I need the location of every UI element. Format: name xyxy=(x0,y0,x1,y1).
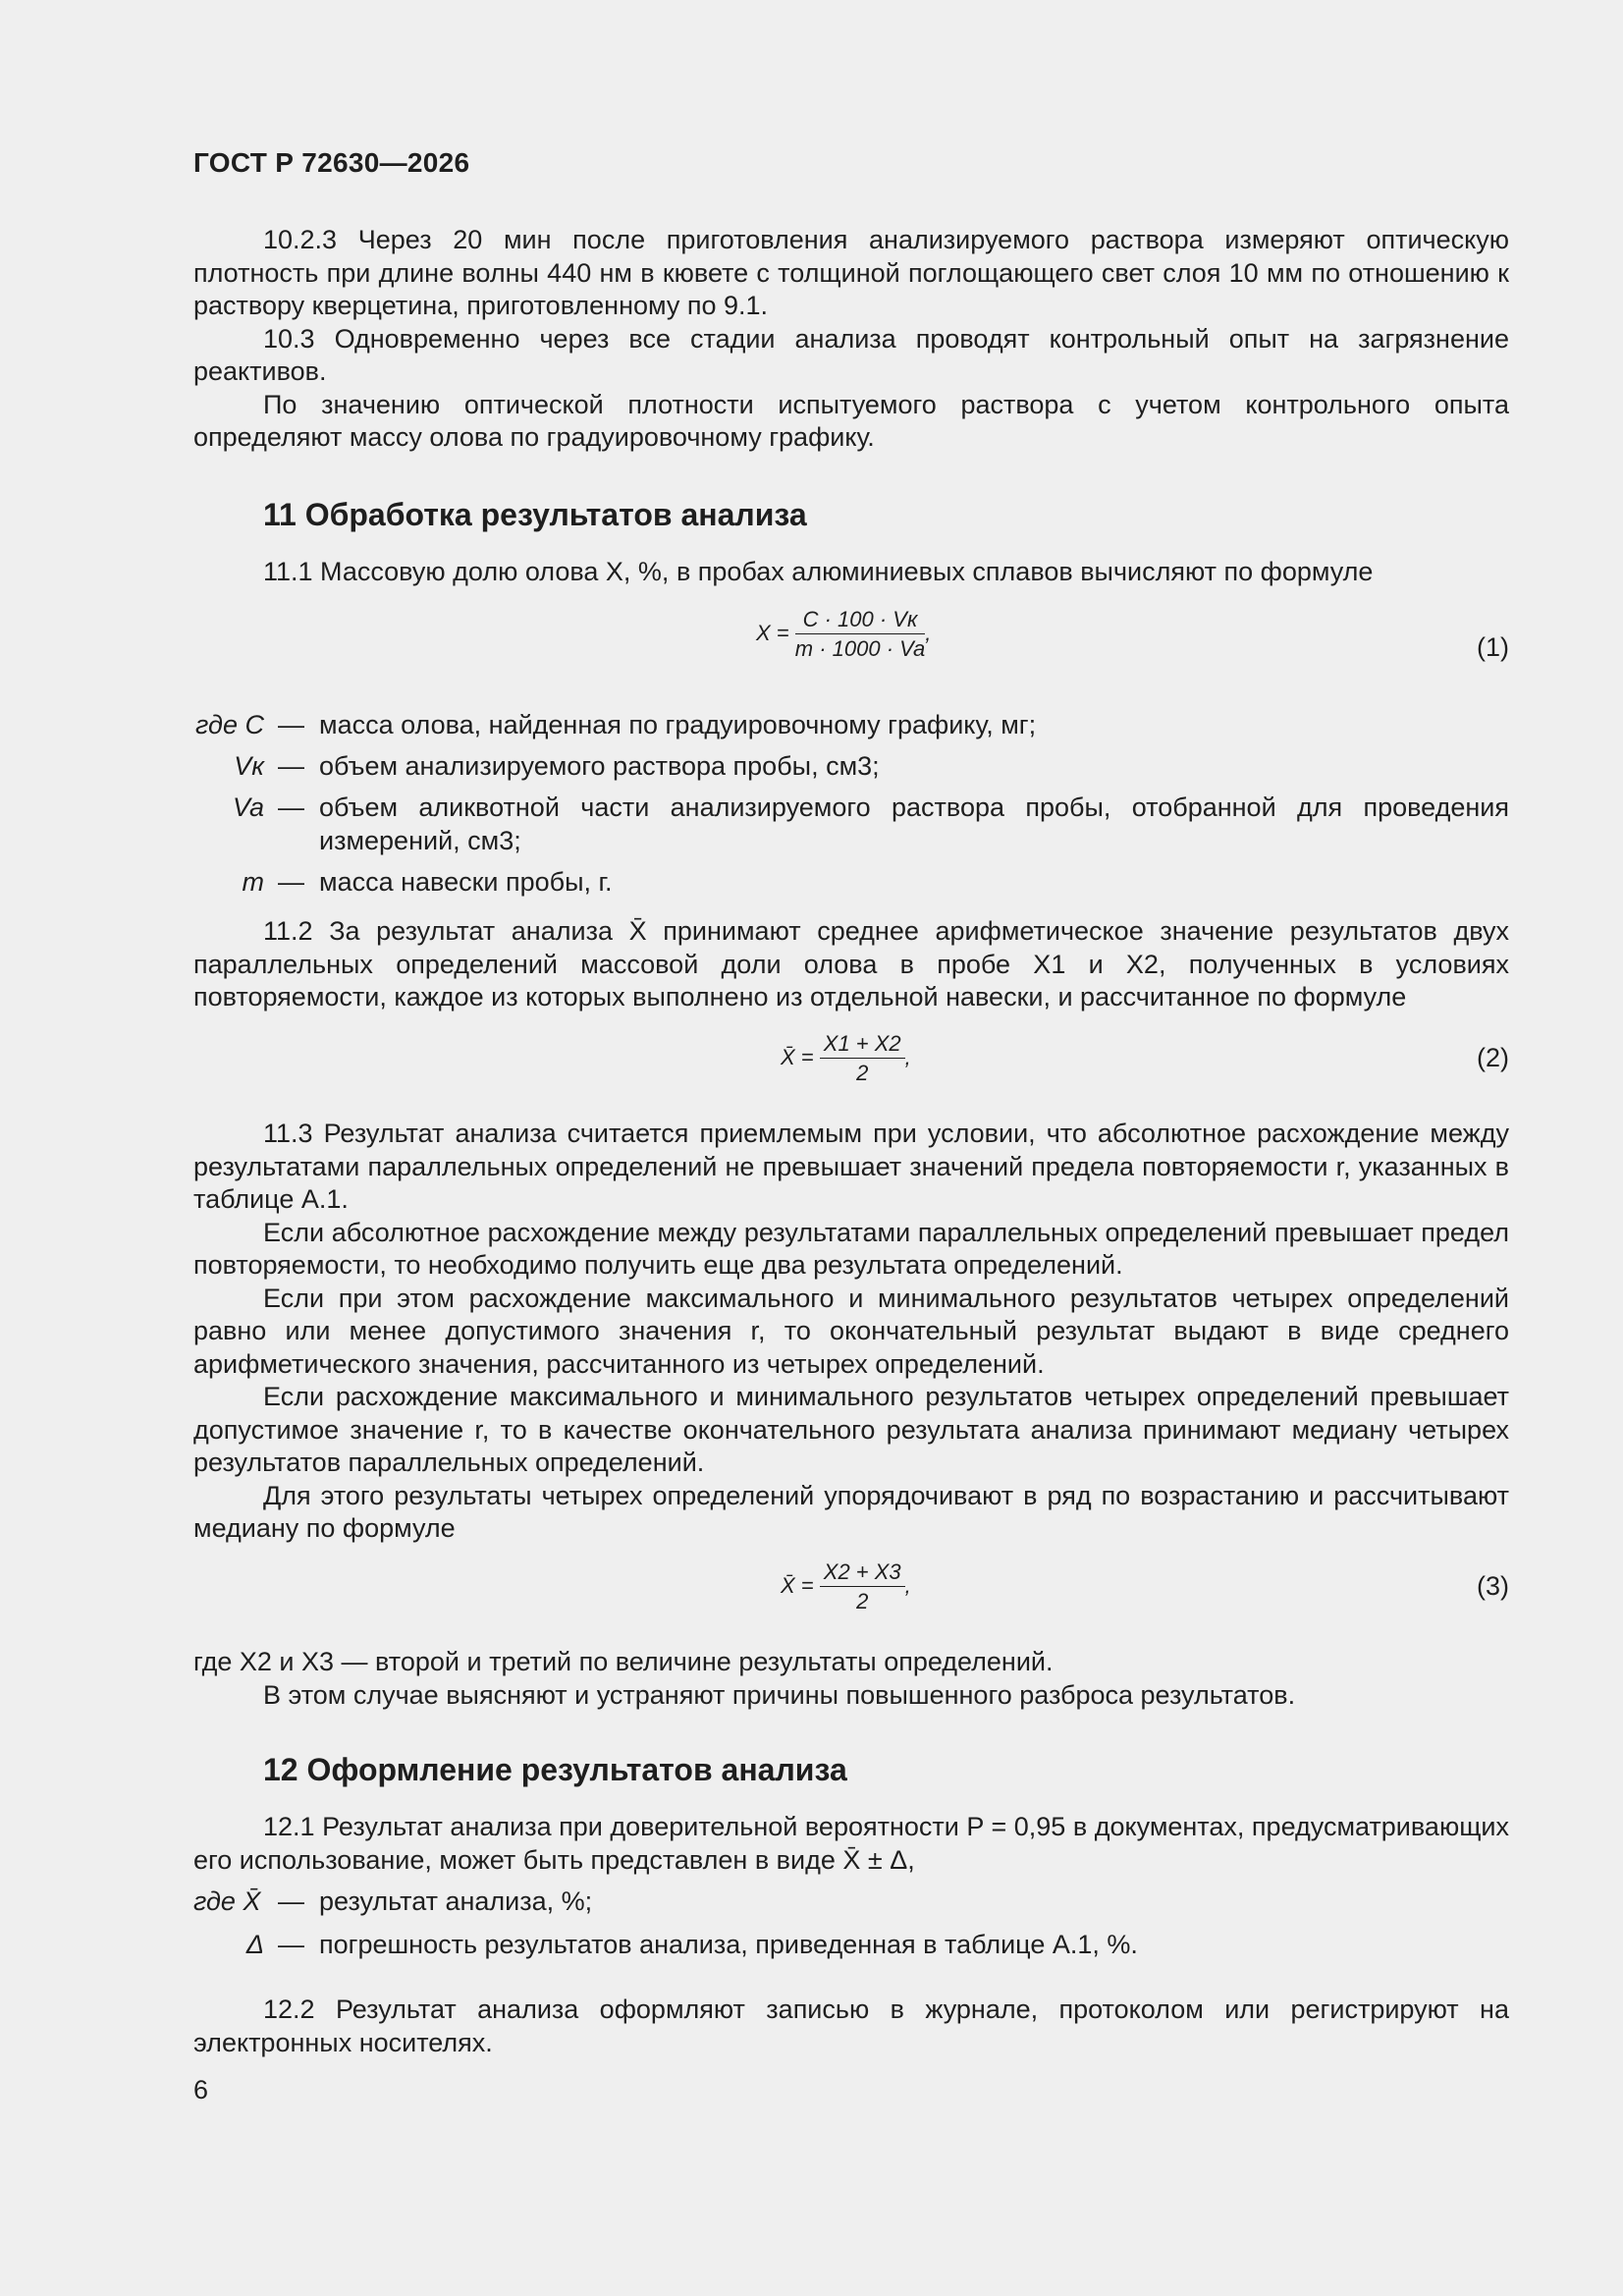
paragraph-12-2-block xyxy=(193,1994,1509,2059)
definition-symbol: m xyxy=(242,867,264,897)
paragraph-10-3-b: По значению оптической плотности испытуемого раствора с учетом контрольного опыта определяют массу олова по градуировочному графику. xyxy=(193,389,1509,452)
definition-symbol: Δ xyxy=(245,1930,264,1959)
formula-3-lhs: X̄ = xyxy=(781,1572,814,1598)
formula-3-denominator: 2 xyxy=(856,1589,869,1613)
paragraph-10-2-3: 10.2.3 Через 20 мин после приготовления анализируемого раствора измеряют оптическую плотность при длине волны 440 нм в кювете с толщиной поглощающего свет слоя 10 мм по отношению к раствору кверцетина, приготовленному по 9.1. xyxy=(193,225,1509,320)
formula-2: X̄ = $\frac{X1 + X2}{2}$ , xyxy=(781,1031,911,1085)
paragraph-12-2: 12.2 Результат анализа оформляют записью в журнале, протоколом или регистрируют на электронных носителях. xyxy=(193,1995,1509,2057)
equation-number-2: (2) xyxy=(1477,1043,1509,1072)
page-number: 6 xyxy=(193,2075,209,2105)
definition-dash: — xyxy=(278,751,304,781)
definition-symbol: где C xyxy=(195,710,264,739)
paragraph-11-3-c: Если при этом расхождение максимального и минимального результатов четырех определений равно или менее допустимого значения r, то окончательный результат выдают в виде среднего арифметического значения, рассчитанного из четырех определений. xyxy=(193,1283,1509,1379)
paragraph-10-3: 10.3 Одновременно через все стадии анализа проводят контрольный опыт на загрязнение реактивов. xyxy=(193,323,1509,386)
definition-text: результат анализа, %; xyxy=(319,1886,593,1916)
definition-symbol: где X̄ xyxy=(193,1886,261,1916)
paragraph-11-3-f: В этом случае выясняют и устраняют причины повышенного разброса результатов. xyxy=(263,1679,1296,1710)
section-heading-12: 12 Оформление результатов анализа xyxy=(263,1752,847,1787)
definition-symbol: Vк xyxy=(234,751,264,781)
paragraph-12-1: 12.1 Результат анализа при доверительной вероятности P = 0,95 в документах, предусматривающих его использование, может быть представлен в виде X̄ ± Δ, xyxy=(193,1812,1509,1875)
formula-3-numerator: X2 + X3 xyxy=(820,1559,905,1587)
definition-text: объем анализируемого раствора пробы, см3; xyxy=(319,751,880,781)
paragraph-11-3-d: Если расхождение максимального и минимального результатов четырех определений превышает допустимое значение r, то в качестве окончательного результата анализа принимают медиану четырех результатов параллельных определений. xyxy=(193,1382,1509,1477)
paragraph-11-1: 11.1 Массовую долю олова X, %, в пробах алюминиевых сплавов вычисляют по формуле xyxy=(263,557,1374,586)
definition-x2-x3: где X2 и X3 — второй и третий по величине результаты определений. xyxy=(193,1647,1054,1676)
definition-text: объем аликвотной части анализируемого раствора пробы, отобранной для проведения измерений, см3; xyxy=(319,793,1509,855)
definition-text: масса навески пробы, г. xyxy=(319,867,613,897)
paragraph-11-3-tail-block xyxy=(193,1646,1509,1712)
paragraph-11-3: 11.3 Результат анализа считается приемлемым при условии, что абсолютное расхождение между результатами параллельных определений не превышает значений предела повторяемости r, указанных в таблице А.1. xyxy=(193,1119,1509,1214)
paragraph-11-3-e: Для этого результаты четырех определений упорядочивают в ряд по возрастанию и рассчитывают медиану по формуле xyxy=(193,1480,1509,1543)
formula-2-denominator: 2 xyxy=(856,1061,869,1085)
equation-number-1: (1) xyxy=(1477,632,1509,662)
definition-dash: — xyxy=(278,710,304,739)
formula-1-denominator: m · 1000 · Va xyxy=(794,636,926,661)
equation-number-3: (3) xyxy=(1477,1571,1509,1601)
formula-3-fraction xyxy=(820,1559,905,1614)
definition-dash: — xyxy=(278,793,304,822)
section-heading-11: 11 Обработка результатов анализа xyxy=(263,497,807,532)
formula-2-numerator: X1 + X2 xyxy=(820,1031,905,1059)
paragraph-11-1-block xyxy=(193,556,1509,589)
formula-2-lhs: X̄ = xyxy=(781,1044,814,1069)
definition-text: масса олова, найденная по градуировочному графику, мг; xyxy=(319,710,1037,739)
paragraph-11-2: 11.2 За результат анализа X̄ принимают среднее арифметическое значение результатов двух параллельных определений массовой доли олова в пробе X1 и X2, полученных в условиях повторяемости, каждое из которых выполнено из отдельной навески, и рассчитанное по формуле xyxy=(193,916,1509,1011)
formula-1-numerator: C · 100 · Vк xyxy=(795,607,925,634)
definition-dash: — xyxy=(278,1930,304,1959)
document-header: ГОСТ Р 72630—2026 xyxy=(193,147,470,178)
definition-text: погрешность результатов анализа, приведенная в таблице А.1, %. xyxy=(319,1930,1138,1959)
paragraph-12-1-block xyxy=(193,1811,1509,1877)
definition-dash: — xyxy=(278,1886,304,1916)
formula-1-lhs: X = xyxy=(756,620,789,645)
paragraph-11-2-block xyxy=(193,915,1509,1014)
definition-symbol: Va xyxy=(232,793,264,822)
formula-1: X = $\frac{C \cdot 100 \cdot Vк}{m \cdot 1000 \cdot Va}$ , xyxy=(756,607,932,661)
paragraph-11-3-block xyxy=(193,1118,1509,1546)
formula-1-fraction xyxy=(795,607,925,662)
paragraph-11-3-b: Если абсолютное расхождение между результатами параллельных определений превышает предел повторяемости, то необходимо получить еще два результата определений. xyxy=(193,1217,1509,1280)
formula-3: X̄ = $\frac{X2 + X3}{2}$ , xyxy=(781,1559,911,1613)
formula-2-fraction xyxy=(820,1031,905,1086)
definition-dash: — xyxy=(278,867,304,897)
paragraph-block-10 xyxy=(193,224,1509,455)
